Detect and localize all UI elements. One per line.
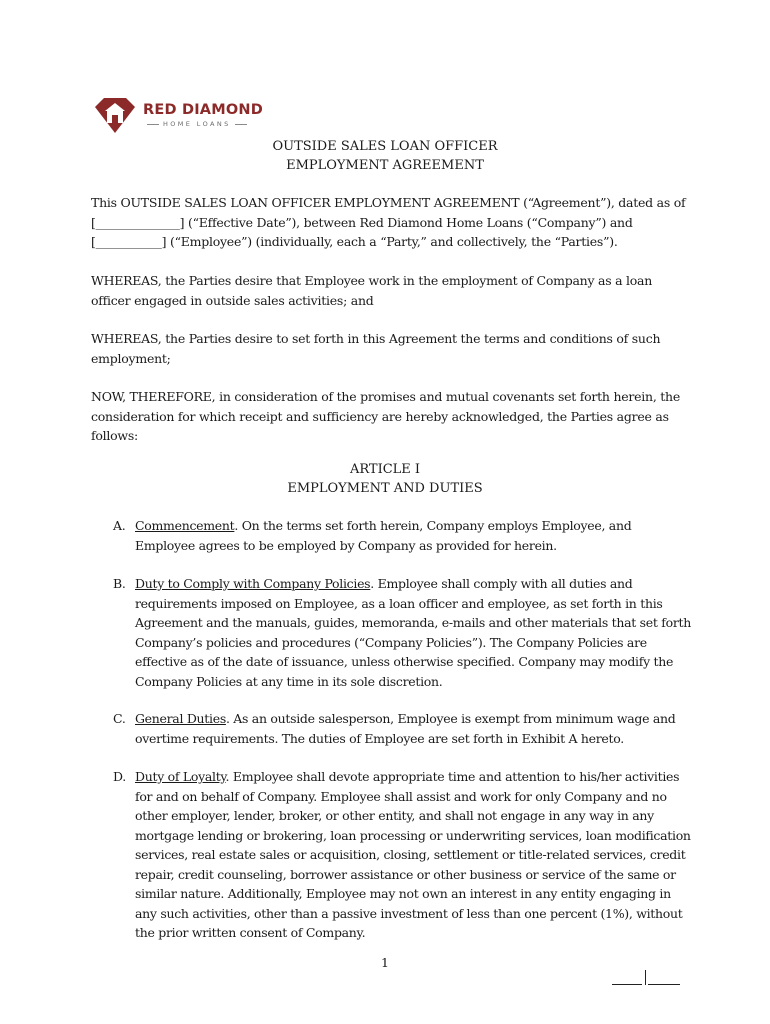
item-label: C. bbox=[113, 711, 126, 726]
document-title-line2: EMPLOYMENT AGREEMENT bbox=[286, 158, 484, 173]
initials-divider bbox=[645, 970, 646, 985]
whereas-paragraph-1: WHEREAS, the Parties desire that Employee work in the employment of Company as a loan officer engaged in outside sales activities; and bbox=[91, 273, 653, 308]
section-item bbox=[113, 709, 691, 748]
company-logo bbox=[93, 96, 263, 134]
initials-lines bbox=[612, 970, 680, 986]
item-label: A. bbox=[113, 518, 126, 533]
intro-paragraph: This OUTSIDE SALES LOAN OFFICER EMPLOYMENT AGREEMENT (“Agreement”), dated as of [______________] (“Effective Date”), between Red Diamond Home Loans (“Company”) and [___________] (“Employee”) (individually, each a “Party,” and collectively, the “Parties”). bbox=[91, 195, 686, 249]
item-heading: Duty to Comply with Company Policies bbox=[135, 576, 371, 591]
item-label: B. bbox=[113, 576, 126, 591]
initials-line-right bbox=[648, 984, 680, 985]
section-item bbox=[113, 767, 691, 943]
item-text: . As an outside salesperson, Employee is exempt from minimum wage and overtime requirements. The duties of Employee are set forth in Exhibit A hereto. bbox=[135, 711, 676, 746]
section-item bbox=[113, 516, 691, 555]
logo-name: RED DIAMOND bbox=[143, 102, 263, 118]
now-therefore-paragraph: NOW, THEREFORE, in consideration of the promises and mutual covenants set forth herein, the consideration for which receipt and sufficiency are hereby acknowledged, the Parties agree as follows: bbox=[91, 389, 680, 443]
document-title-line1: OUTSIDE SALES LOAN OFFICER bbox=[272, 139, 498, 154]
item-heading: Duty of Loyalty bbox=[135, 769, 226, 784]
item-label: D. bbox=[113, 769, 126, 784]
whereas-paragraph-2: WHEREAS, the Parties desire to set forth in this Agreement the terms and conditions of such employment; bbox=[91, 331, 661, 366]
diamond-house-icon bbox=[93, 96, 137, 134]
logo-subtitle: HOME LOANS bbox=[143, 120, 263, 128]
article-title: EMPLOYMENT AND DUTIES bbox=[287, 481, 483, 496]
section-item bbox=[113, 574, 691, 691]
initials-line-left bbox=[612, 984, 642, 985]
item-text: . Employee shall devote appropriate time and attention to his/her activities for and on behalf of Company. Employee shall assist and work for only Company and no other employer, lender, broker, or other entity, and shall not engage in any way in any mortgage lending or brokering, loan processing or underwriting services, loan modification services, real estate sales or acquisition, closing, settlement or title-related services, credit repair, credit counseling, borrower assistance or other business or service of the same or similar nature. Additionally, Employee may not own an interest in any entity engaging in any such activities, other than a passive investment of less than one percent (1%), without the prior written consent of Company. bbox=[135, 769, 691, 940]
item-text: . On the terms set forth herein, Company employs Employee, and Employee agrees to be employed by Company as provided for herein. bbox=[135, 518, 632, 553]
page-number: 1 bbox=[381, 955, 389, 970]
item-heading: Commencement bbox=[135, 518, 235, 533]
item-text: . Employee shall comply with all duties and requirements imposed on Employee, as a loan officer and employee, as set forth in this Agreement and the manuals, guides, memoranda, e-mails and other materials that set forth Company’s policies and procedures (“Company Policies”). The Company Policies are effective as of the date of issuance, unless otherwise specified. Company may modify the Company Policies at any time in its sole discretion. bbox=[135, 576, 691, 689]
article-number: ARTICLE I bbox=[349, 462, 421, 477]
item-heading: General Duties bbox=[135, 711, 226, 726]
